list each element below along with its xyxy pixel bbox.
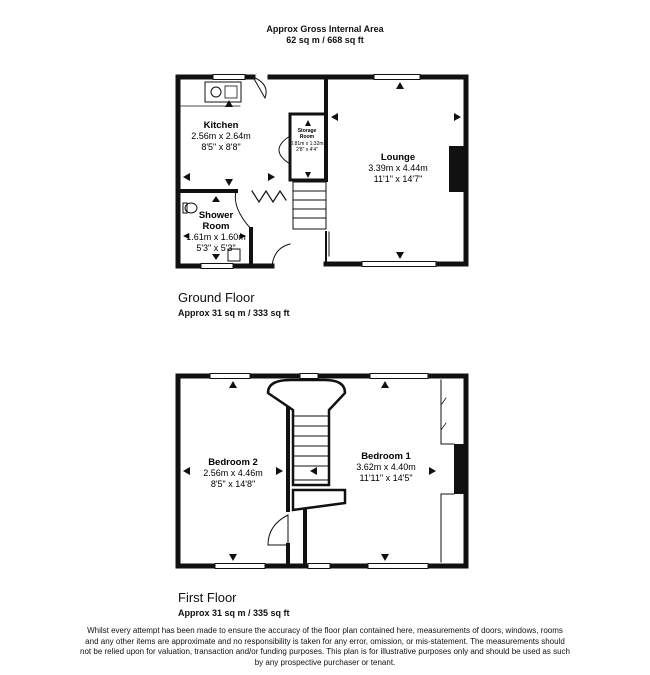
ff-landing-lower <box>293 490 345 510</box>
gf-bifold-door <box>252 191 286 202</box>
gf-chimney-breast <box>449 146 466 192</box>
ff-wardrobe-door-upper <box>441 398 446 430</box>
bedroom2-imperial: 8'5" x 14'8" <box>210 479 256 489</box>
ff-wardrobe-lower <box>441 494 454 562</box>
gf-shower-door-swing <box>235 191 251 229</box>
gf-shower-window <box>201 264 233 269</box>
ff-stairs-treads <box>293 426 329 466</box>
gf-storage-door-swing <box>279 136 290 164</box>
gf-lounge-window-bottom <box>362 262 436 267</box>
storage-name-line2: Room <box>299 134 315 140</box>
shower-name-line2: Room <box>202 221 230 232</box>
ff-bed1-window-bottom-b <box>368 564 428 569</box>
gf-stairs-outline <box>293 182 326 229</box>
ff-bed1-window-bottom-a <box>308 564 330 569</box>
kitchen-imperial: 8'5" x 8'8" <box>201 142 241 152</box>
lounge-imperial: 11'1" x 14'7" <box>373 174 423 184</box>
bedroom1-name: Bedroom 1 <box>361 451 411 462</box>
storage-name-line1: Storage <box>297 128 317 134</box>
gross-area-value: 62 sq m / 668 sq ft <box>286 35 364 45</box>
ff-chimney-breast <box>454 444 466 494</box>
bedroom2-metric: 2.56m x 4.46m <box>203 468 263 478</box>
gross-area-heading: Approx Gross Internal Area <box>266 24 384 34</box>
bedroom1-imperial: 11'11" x 14'5" <box>359 473 413 483</box>
first-floor-title: First Floor <box>178 590 237 605</box>
ff-bed2-door-swing <box>268 515 288 545</box>
gf-kitchen-door-swing <box>253 77 266 98</box>
ff-wardrobe-upper <box>441 380 454 444</box>
first-floor-area: Approx 31 sq m / 335 sq ft <box>178 608 290 618</box>
ff-bed2-window-top <box>210 374 250 379</box>
kitchen-name: Kitchen <box>203 120 239 131</box>
gf-stairs-treads <box>293 191 326 218</box>
disclaimer-text: Whilst every attempt has been made to ensure the accuracy of the floor plan contained here, measurements of doors, windows, rooms and any other items are approximate and no responsibility is taken for any error, omission, or mis-statement. The measurements should not be relied upon for valuation, transaction and/or funding purposes. This plan is for illustrative purposes only and should be used as such by any prospective purchaser or tenant. <box>80 626 570 667</box>
ff-landing-window <box>300 374 318 379</box>
lounge-metric: 3.39m x 4.44m <box>368 163 428 173</box>
kitchen-metric: 2.56m x 2.64m <box>191 131 251 141</box>
shower-metric: 1.61m x 1.60m <box>186 232 246 242</box>
gf-front-door-swing <box>272 244 290 266</box>
storage-imperial: 2'8" x 4'4" <box>296 147 318 153</box>
shower-imperial: 5'3" x 5'3" <box>196 243 236 253</box>
bedroom2-name: Bedroom 2 <box>208 457 258 468</box>
storage-metric: 0.81m x 1.32m <box>290 141 324 147</box>
ff-bed1-window-top <box>370 374 428 379</box>
gf-kitchen-window <box>213 75 245 80</box>
gf-lounge-window-top <box>374 75 420 80</box>
gf-drainer <box>225 86 237 98</box>
shower-name-line1: Shower <box>198 210 234 221</box>
lounge-name: Lounge <box>380 152 416 163</box>
gf-sink-unit <box>205 82 241 102</box>
ground-floor-area: Approx 31 sq m / 333 sq ft <box>178 308 290 318</box>
ff-bed2-window-bottom <box>215 564 265 569</box>
bedroom1-metric: 3.62m x 4.40m <box>356 462 416 472</box>
gf-sink-bowl <box>211 87 221 97</box>
ground-floor-title: Ground Floor <box>178 290 255 305</box>
